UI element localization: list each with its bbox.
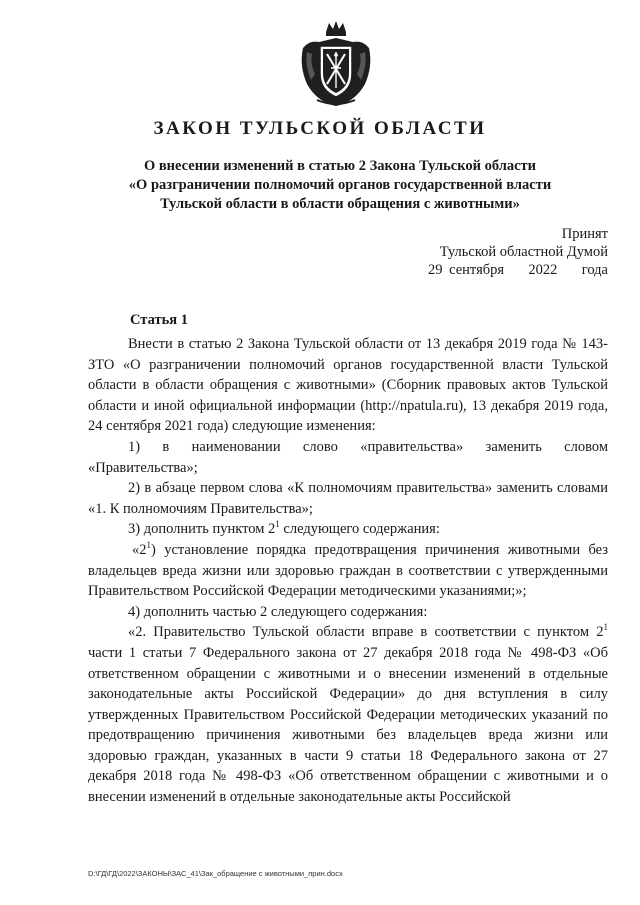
adopted-date: [428, 261, 608, 279]
article-item-3: 3) дополнить пунктом $2^1$ следующего содержания:: [128, 519, 440, 538]
adopted-year-word: года: [581, 262, 608, 278]
article-body: [88, 334, 608, 808]
article-intro: Внести в статью 2 Закона Тульской области от 13 декабря 2019 года № 143-ЗТО «О разграничении полномочий органов государственной власти Тульской области в области обращения с животными» (Сборник правовых актов Тульской области и иной официальной информации (http://npatula.ru), 13 декабря 2019 года, 24 сентября 2021 года) следующие изменения:: [88, 336, 608, 435]
file-path-footer: D:\ГД\ГД\2022\ЗАКОНЫ\ЗАС_41\Зак_обращение с животными_прин.docx: [88, 869, 343, 878]
article-heading: Статья 1: [130, 312, 188, 328]
document-subtitle: [90, 157, 590, 214]
adoption-block: [428, 225, 608, 279]
article-quote-2: «2. Правительство Тульской области вправе в соответствии с пунктом $2^1$ части 1 статьи 7 Федерального закона от 27 декабря 2018 года № 498-ФЗ «Об ответственном обращении с животными и о внесении изменений в отдельные законодательные акты Российской Федерации» до дня вступления в силу утвержденных Правительством Российской Федерации методических указаний по предотвращению причинения животными без владельцев вреда жизни или здоровью граждан, указанных в части 9 статьи 18 Федерального закона от 27 декабря 2018 года № 498-ФЗ «Об ответственном обращении с животными и о внесении изменений в отдельные законодательные акты Российской: [88, 622, 608, 806]
subtitle-line: Тульской области в области обращения с животными»: [160, 196, 520, 212]
adopted-label: Принят: [561, 226, 608, 242]
article-quote-1: «$2^1$) установление порядка предотвращения причинения животными без владельцев вреда жизни или здоровью граждан в соответствии с утвержденными Правительством Российской Федерации методическими указаниями;»;: [88, 540, 608, 600]
document-title: ЗАКОН ТУЛЬСКОЙ ОБЛАСТИ: [153, 118, 487, 139]
subtitle-line: О внесении изменений в статью 2 Закона Тульской области: [143, 158, 537, 174]
adopted-year: 2022: [528, 262, 558, 278]
subtitle-line: «О разграничении полномочий органов государственной власти: [128, 177, 552, 193]
article-item-2: 2) в абзаце первом слова «К полномочиям правительства» заменить словами «1. К полномочиям Правительства»;: [88, 480, 608, 517]
adopted-day-month: 29 сентября: [428, 262, 505, 278]
article-item-4: 4) дополнить частью 2 следующего содержания:: [128, 603, 428, 620]
tula-oblast-coat-of-arms-icon: [293, 18, 379, 108]
article-item-1: 1) в наименовании слово «правительства» заменить словом «Правительства»;: [88, 438, 608, 476]
adopted-body: Тульской областной Думой: [439, 244, 608, 260]
